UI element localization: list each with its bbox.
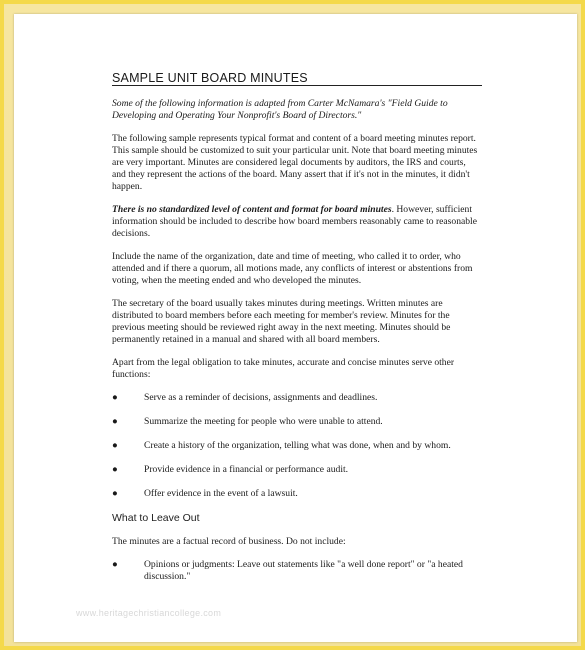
- paragraph-5: Apart from the legal obligation to take minutes, accurate and concise minutes serve other functions:: [112, 357, 455, 380]
- list-item: [112, 464, 482, 476]
- watermark-text: www.heritagechristiancollege.com: [76, 608, 222, 618]
- document-title: SAMPLE UNIT BOARD MINUTES: [112, 72, 482, 86]
- bullet-icon: ●: [112, 392, 118, 403]
- list-item-text: Opinions or judgments: Leave out statements like "a well done report" or "a heated discussion.": [144, 559, 463, 582]
- list-item-text: Offer evidence in the event of a lawsuit.: [144, 488, 298, 499]
- list-item-text: Summarize the meeting for people who were unable to attend.: [144, 416, 383, 427]
- paragraph-2-emphasis: There is no standardized level of content and format for board minutes: [112, 204, 392, 215]
- bullet-icon: ●: [112, 488, 118, 499]
- paragraph-2-text: . However, sufficient information should be included to describe how board members reasonably came to reasonable decisions.: [112, 204, 477, 239]
- bullet-icon: ●: [112, 416, 118, 427]
- paragraph-1: The following sample represents typical format and content of a board meeting minutes report. This sample should be customized to suit your particular unit. Note that board meeting minutes are very important. Minutes are considered legal documents by auditors, the IRS and courts, and they represent the actions of the board. Many assert that if it's not in the minutes, it didn't happen.: [112, 133, 478, 192]
- list-item: [112, 488, 482, 500]
- paragraph-2: [112, 204, 482, 240]
- section-heading: What to Leave Out: [112, 512, 200, 524]
- list-item: [112, 416, 482, 428]
- bullet-icon: ●: [112, 464, 118, 475]
- list-item: [112, 392, 482, 404]
- paragraph-6: The minutes are a factual record of business. Do not include:: [112, 536, 346, 547]
- list-item: [112, 440, 482, 452]
- document-content: [112, 72, 482, 583]
- bullet-icon: ●: [112, 559, 118, 570]
- list-item: [112, 559, 482, 583]
- list-item-text: Create a history of the organization, telling what was done, when and by whom.: [144, 440, 451, 451]
- document-page: [14, 14, 577, 642]
- paragraph-3: Include the name of the organization, date and time of meeting, who called it to order, who attended and if there a quorum, all motions made, any conflicts of interest or abstentions from voting, when the meeting ended and who developed the minutes.: [112, 251, 473, 286]
- list-item-text: Serve as a reminder of decisions, assignments and deadlines.: [144, 392, 378, 403]
- list-item-text: Provide evidence in a financial or performance audit.: [144, 464, 349, 475]
- intro-paragraph: Some of the following information is adapted from Carter McNamara's "Field Guide to Developing and Operating Your Nonprofit's Board of Directors.": [112, 98, 448, 121]
- paragraph-4: The secretary of the board usually takes minutes during meetings. Written minutes are distributed to board members before each meeting for member's review. Minutes for the previous meeting should be reviewed right away in the next meeting. Minutes should be permanently retained in a manual and shared with all board members.: [112, 298, 451, 345]
- functions-list: [112, 392, 482, 500]
- bullet-icon: ●: [112, 440, 118, 451]
